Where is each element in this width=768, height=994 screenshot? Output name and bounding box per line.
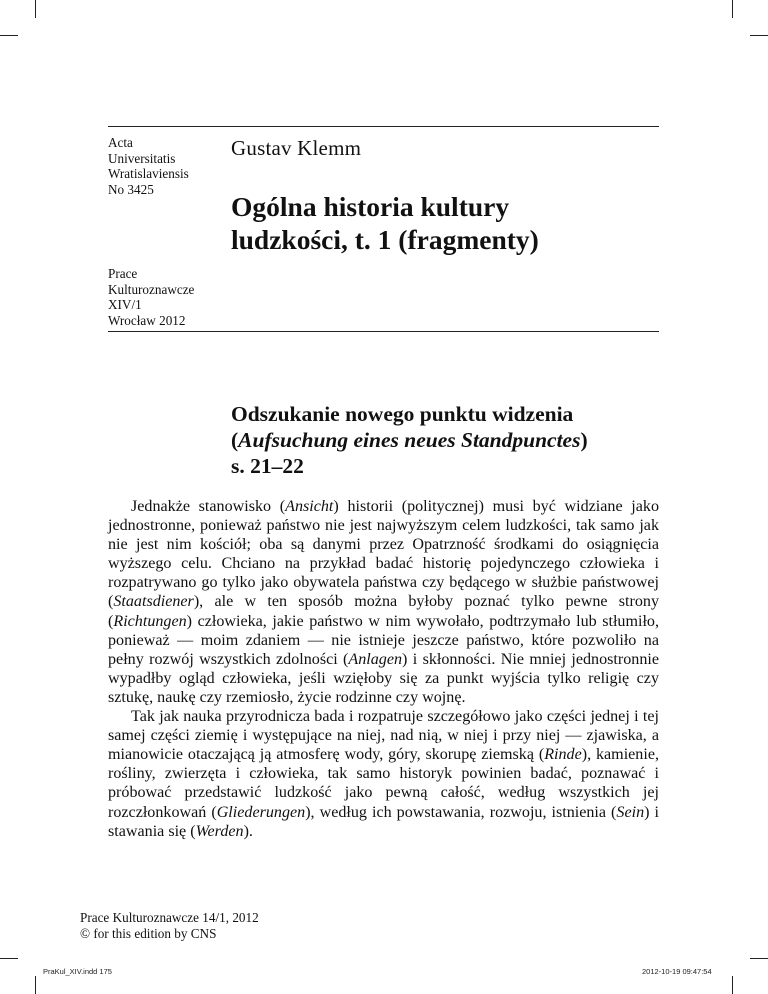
footer-citation: Prace Kulturoznawcze 14/1, 2012 [80, 910, 259, 925]
volume-number: XIV/1 [108, 297, 142, 313]
title-line: Ogólna historia kultury [231, 191, 510, 222]
series-line: Acta [108, 135, 133, 150]
header-bottom-rule [108, 331, 659, 332]
german-term: Staatsdiener [113, 593, 194, 611]
german-term: Richtungen [113, 612, 187, 630]
article-title [231, 190, 539, 256]
crop-mark-bottom-left-vertical [35, 976, 36, 994]
place-year: Wrocław 2012 [108, 312, 186, 328]
crop-mark-bottom-right-horizontal [750, 958, 768, 959]
journal-series-block [108, 135, 189, 197]
german-term: Anlagen [348, 650, 403, 668]
section-line: Prace [108, 266, 138, 281]
crop-mark-top-right-horizontal [750, 35, 768, 36]
page-footer [80, 910, 259, 941]
section-page-range: s. 21–22 [231, 454, 304, 478]
journal-section-block [108, 266, 194, 328]
print-slug-timestamp: 2012-10-19 09:47:54 [642, 967, 712, 976]
title-line: ludzkości, t. 1 (fragmenty) [231, 224, 539, 255]
german-term: Ansicht [285, 498, 334, 515]
crop-mark-top-left-vertical [35, 0, 36, 18]
german-term: Werden [195, 822, 244, 840]
header-top-rule [108, 126, 659, 127]
section-line: Kulturoznawcze [108, 281, 195, 297]
series-number: No 3425 [108, 181, 154, 197]
print-slug-file: PraKul_XIV.indd 175 [43, 967, 112, 976]
series-line: Universitatis [108, 150, 176, 166]
german-term: Gliederungen [216, 803, 306, 821]
crop-mark-bottom-right-vertical [732, 976, 733, 994]
series-line: Wratislaviensis [108, 166, 189, 182]
section-heading-line: (Aufsuchung eines neues Standpunctes) [231, 428, 588, 452]
crop-mark-bottom-left-horizontal [0, 958, 18, 959]
crop-mark-top-left-horizontal [0, 35, 18, 36]
german-term: Rinde [544, 746, 582, 764]
section-heading-line: Odszukanie nowego punktu widzenia [231, 402, 574, 426]
author-name: Gustav Klemm [231, 136, 362, 160]
paragraph: Tak jak nauka przyrodnicza bada i rozpatruje szczegółowo jako części jednej i tej samej części ziemię i występujące na niej, nad nią, w niej i przy niej — zjawiska, a mianowicie otaczającą ją atmosferę wody, góry, skorupę ziemską (Rinde), kamienie, rośliny, zwierzęta i człowieka, tak samo historyk powinien badać, poznawać i próbować przedstawić ludzkość jako pewną całość, według wszystkich jej rozczłonkowań (Gliederungen), według ich powstawania, rozwoju, istnienia (Sein) i stawania się (Werden). [108, 708, 659, 840]
german-term: Sein [616, 803, 645, 821]
footer-copyright: © for this edition by CNS [80, 925, 217, 941]
crop-mark-top-right-vertical [732, 0, 733, 18]
paragraph: Jednakże stanowisko (Ansicht) historii (politycznej) musi być widziane jako jednostronne, ponieważ państwo nie jest najwyższym celem ludzkości, tak samo jak nie jest nim kościół; oba są danymi przez Opatrzność środkami do osiągnięcia wyższego celu. Chciano na przykład badać historię pojedynczego człowieka i rozpatrywano go tylko jako obywatela państwa czy będącego w służbie państwowej (Staatsdiener), ale w ten sposób można byłoby poznać tylko pewne strony (Richtungen) człowieka, jakie państwo w nim wywołało, podtrzymało lub stłumiło, ponieważ — moim zdaniem — nie istnieje jeszcze państwo, które pozwoliło na pełny rozwój wszystkich zdolności (Anlagen) i skłonności. Nie mniej jednostronnie wypadłby ogląd człowieka, jeśli wzięłoby się za punkt wyjścia tylko religię czy sztukę, naukę czy rzemiosło, życie rodzinne czy wojnę. [108, 498, 659, 706]
section-heading [231, 401, 588, 479]
section-heading-german: Aufsuchung eines neues Standpunctes [238, 428, 581, 452]
body-text [108, 497, 659, 841]
